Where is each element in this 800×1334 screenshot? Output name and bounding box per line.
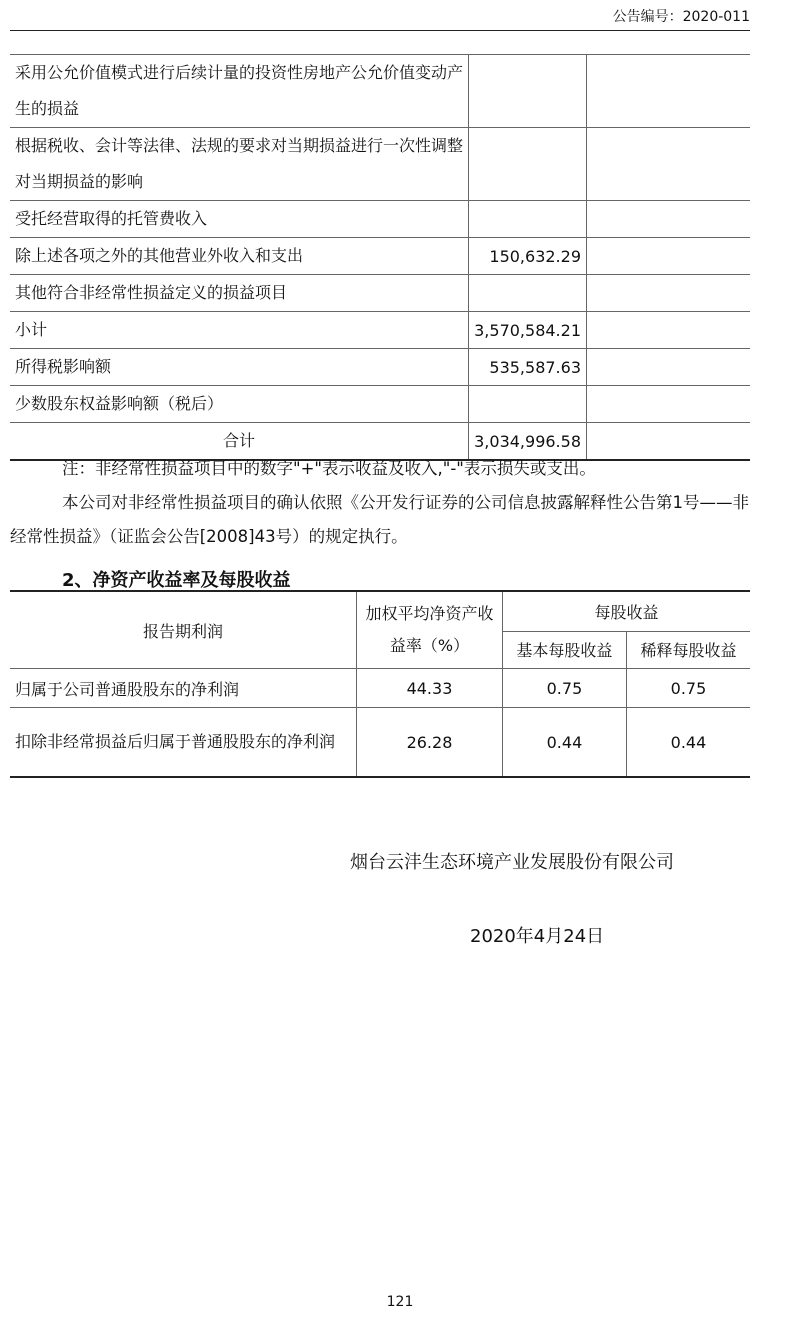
row-diluted-eps: 0.44	[626, 708, 750, 778]
row-label: 归属于公司普通股股东的净利润	[10, 669, 357, 708]
table-row	[10, 386, 750, 423]
row-label: 扣除非经常损益后归属于普通股股东的净利润	[10, 708, 357, 778]
col-profit-header: 报告期利润	[10, 591, 357, 669]
page-number: 121	[386, 1294, 414, 1310]
announcement-number: 公告编号：2020-011	[612, 9, 750, 25]
row-label: 小计	[10, 312, 469, 349]
note-sign-convention: 注：非经常性损益项目中的数字"+"表示收益及收入,"-"表示损失或支出。	[62, 459, 596, 478]
row-extra	[587, 386, 751, 423]
row-label: 根据税收、会计等法律、法规的要求对当期损益进行一次性调整对当期损益的影响	[10, 128, 469, 201]
row-extra	[587, 201, 751, 238]
row-label: 除上述各项之外的其他营业外收入和支出	[10, 238, 469, 275]
table-row	[10, 708, 750, 778]
col-roe-header: 加权平均净资产收益率（%）	[357, 591, 503, 669]
row-extra	[587, 349, 751, 386]
table-row	[10, 55, 750, 128]
header-rule	[10, 30, 750, 31]
row-amount	[469, 128, 587, 201]
row-amount: 150,632.29	[469, 238, 587, 275]
row-amount	[469, 275, 587, 312]
row-amount	[469, 55, 587, 128]
roe-eps-table	[10, 590, 750, 778]
report-date: 2020年4月24日	[470, 926, 605, 947]
note-basis: 本公司对非经常性损益项目的确认依照《公开发行证券的公司信息披露解释性公告第1号——非经常性损益》（证监会公告[2008]43号）的规定执行。	[10, 493, 749, 546]
row-label: 所得税影响额	[10, 349, 469, 386]
row-label: 少数股东权益影响额（税后）	[10, 386, 469, 423]
row-label: 受托经营取得的托管费收入	[10, 201, 469, 238]
row-amount	[469, 386, 587, 423]
row-label: 采用公允价值模式进行后续计量的投资性房地产公允价值变动产生的损益	[10, 55, 469, 128]
non-recurring-gains-table	[10, 54, 750, 461]
row-extra	[587, 275, 751, 312]
table-row	[10, 275, 750, 312]
col-eps-group-header: 每股收益	[502, 591, 750, 631]
table-header-row	[10, 591, 750, 631]
row-extra	[587, 312, 751, 349]
section-title: 2、净资产收益率及每股收益	[62, 570, 291, 591]
row-label: 其他符合非经常性损益定义的损益项目	[10, 275, 469, 312]
row-diluted-eps: 0.75	[626, 669, 750, 708]
table-row	[10, 201, 750, 238]
table-row	[10, 669, 750, 708]
row-roe: 26.28	[357, 708, 503, 778]
row-extra	[587, 238, 751, 275]
company-name: 烟台云沣生态环境产业发展股份有限公司	[350, 852, 674, 873]
table-row	[10, 312, 750, 349]
table-row	[10, 128, 750, 201]
col-basic-eps-header: 基本每股收益	[502, 631, 626, 668]
row-basic-eps: 0.44	[502, 708, 626, 778]
table-row	[10, 349, 750, 386]
row-roe: 44.33	[357, 669, 503, 708]
table-row	[10, 238, 750, 275]
col-diluted-eps-header: 稀释每股收益	[626, 631, 750, 668]
total-amount: 3,034,996.58	[469, 423, 587, 461]
row-amount: 535,587.63	[469, 349, 587, 386]
total-label: 合计	[10, 423, 469, 461]
row-basic-eps: 0.75	[502, 669, 626, 708]
row-amount	[469, 201, 587, 238]
row-extra	[587, 128, 751, 201]
row-extra	[587, 55, 751, 128]
row-amount: 3,570,584.21	[469, 312, 587, 349]
